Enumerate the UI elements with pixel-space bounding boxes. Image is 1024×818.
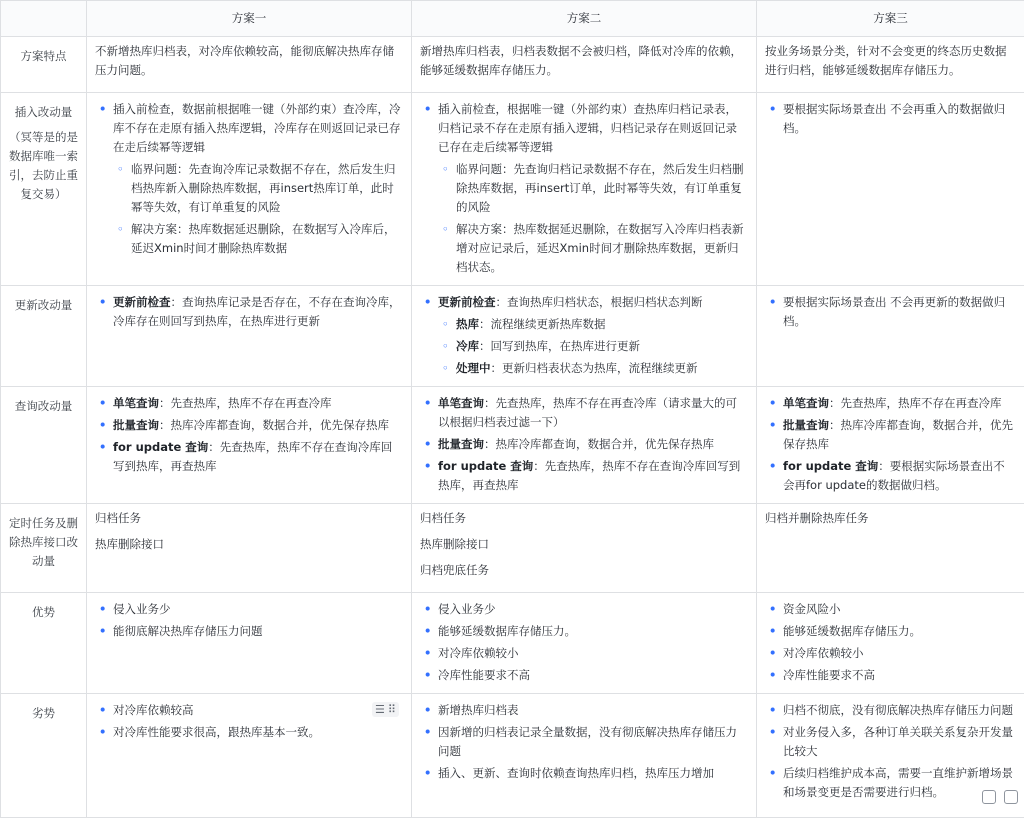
list-item: ◦ 临界问题：先查询冷库记录数据不存在，然后发生归档热库新入删除热库数据，再insert热库订单，此时幂等失效，有订单重复的风险 <box>131 160 403 217</box>
cell-s2 <box>412 694 757 818</box>
cell-s3 <box>757 286 1024 387</box>
list-item: • for update 查询：要根据实际场景查出不会再for update的数据做归档。 <box>783 457 1016 495</box>
expand-icon[interactable] <box>1004 790 1018 804</box>
bullet-list <box>95 394 403 476</box>
sub-list <box>113 160 403 258</box>
list-item: • 更新前检查：查询热库记录是否存在，不存在查询冷库，冷库存在则回写到热库，在热库进行更新 <box>113 293 403 331</box>
header-scheme-1: 方案一 <box>87 1 412 37</box>
row-label: 劣势 <box>1 694 87 818</box>
list-item: • 冷库性能要求不高 <box>438 666 748 685</box>
row-label <box>1 93 87 286</box>
list-item: • 侵入业务少 <box>113 600 403 619</box>
bullet-list <box>95 293 403 331</box>
row-label-note: （冥等是的是数据库唯一索引，去防止重复交易） <box>5 128 82 204</box>
bullet-list <box>420 600 748 685</box>
cell-s3 <box>757 593 1024 694</box>
cell-s3 <box>757 93 1024 286</box>
list-item: ◦ 临界问题：先查询归档记录数据不存在，然后发生归档删除热库数据，再insert订单，此时幂等失效，有订单重复的风险 <box>456 160 748 217</box>
row-features <box>1 37 1024 93</box>
list-item: • 侵入业务少 <box>438 600 748 619</box>
list-item: ◦ 冷库：回写到热库，在热库进行更新 <box>456 337 748 356</box>
header-row <box>1 1 1024 37</box>
header-scheme-2: 方案二 <box>412 1 757 37</box>
task-line: 热库删除接口 <box>420 535 748 554</box>
cell-s1 <box>87 387 412 504</box>
list-item: • 批量查询：热库冷库都查询，数据合并，优先保存热库 <box>113 416 403 435</box>
bullet-list <box>765 100 1016 138</box>
sub-list <box>438 315 748 378</box>
row-update <box>1 286 1024 387</box>
bullet-list <box>95 600 403 641</box>
cell-s1: 不新增热库归档表，对冷库依赖较高，能彻底解决热库存储压力问题。 <box>87 37 412 93</box>
list-item: • 资金风险小 <box>783 600 1016 619</box>
bullet-list <box>765 600 1016 685</box>
list-item: • 对冷库依赖较高 <box>113 701 403 720</box>
sub-list <box>438 160 748 277</box>
list-item: • 归档不彻底，没有彻底解决热库存储压力问题 <box>783 701 1016 720</box>
bullet-list <box>765 701 1016 802</box>
list-item: • 要根据实际场景查出 不会再更新的数据做归档。 <box>783 293 1016 331</box>
block-toolbar[interactable] <box>372 702 399 717</box>
cell-s3: 按业务场景分类，针对不会变更的终态历史数据进行归档，能够延缓数据库存储压力。 <box>757 37 1024 93</box>
cell-s2 <box>412 387 757 504</box>
bullet-list <box>420 100 748 277</box>
list-icon[interactable]: ☰ <box>375 703 385 716</box>
cell-s1 <box>87 504 412 593</box>
list-item: • 能够延缓数据库存储压力。 <box>783 622 1016 641</box>
bullet-list <box>765 394 1016 495</box>
list-item: • for update 查询：先查热库，热库不存在查询冷库回写到热库，再查热库 <box>438 457 748 495</box>
task-line: 热库删除接口 <box>95 535 403 554</box>
list-item: • 能彻底解决热库存储压力问题 <box>113 622 403 641</box>
header-scheme-3: 方案三 <box>757 1 1024 37</box>
list-item: • 对冷库依赖较小 <box>783 644 1016 663</box>
cell-s1 <box>87 593 412 694</box>
header-empty <box>1 1 87 37</box>
list-item: ◦ 解决方案：热库数据延迟删除，在数据写入冷库归档表新增对应记录后，延迟Xmin时间才删除热库数据，更新归档状态。 <box>456 220 748 277</box>
bullet-list <box>420 701 748 783</box>
task-line: 归档兜底任务 <box>420 561 748 580</box>
row-query <box>1 387 1024 504</box>
drag-handle-icon[interactable]: ⠿ <box>388 703 396 716</box>
cell-s2: 新增热库归档表，归档表数据不会被归档，降低对冷库的依赖，能够延缓数据库存储压力。 <box>412 37 757 93</box>
task-line: 归档任务 <box>95 509 403 528</box>
cell-s2 <box>412 286 757 387</box>
row-label: 定时任务及删除热库接口改动量 <box>1 504 87 593</box>
copy-icon[interactable] <box>982 790 996 804</box>
list-item: • 批量查询：热库冷库都查询，数据合并，优先保存热库 <box>783 416 1016 454</box>
bullet-list <box>420 394 748 495</box>
task-line: 归档并删除热库任务 <box>765 509 1016 528</box>
cell-s2 <box>412 593 757 694</box>
list-item: • 对冷库性能要求很高，跟热库基本一致。 <box>113 723 403 742</box>
bullet-list <box>95 100 403 258</box>
list-item: • 能够延缓数据库存储压力。 <box>438 622 748 641</box>
list-item: • 插入、更新、查询时依赖查询热库归档，热库压力增加 <box>438 764 748 783</box>
list-item: • 要根据实际场景查出 不会再重入的数据做归档。 <box>783 100 1016 138</box>
task-line: 归档任务 <box>420 509 748 528</box>
list-item: • 因新增的归档表记录全量数据，没有彻底解决热库存储压力问题 <box>438 723 748 761</box>
list-item: • 单笔查询：先查热库，热库不存在再查冷库 <box>113 394 403 413</box>
cell-s1 <box>87 694 412 818</box>
cell-s1 <box>87 286 412 387</box>
list-item: • 插入前检查，数据前根据唯一键（外部约束）查冷库，冷库不存在走原有插入热库逻辑，冷库存在则返回记录已存在走后续幂等逻辑 ◦ 临界问题：先查询冷库记录数据不存在，然后发生归档热库新入删除热库数据，再insert热库订单，此时幂等失效，有订单重复的风险 ◦ 解决方案：热库数据延迟删除，在数据写入冷库后，延迟Xmin时间才删除热库数据 <box>113 100 403 258</box>
list-item: • 批量查询：热库冷库都查询，数据合并，优先保存热库 <box>438 435 748 454</box>
row-label: 优势 <box>1 593 87 694</box>
row-cons <box>1 694 1024 818</box>
row-label: 查询改动量 <box>1 387 87 504</box>
list-item: • 对冷库依赖较小 <box>438 644 748 663</box>
list-item: • 对业务侵入多，各种订单关联关系复杂开发量比较大 <box>783 723 1016 761</box>
list-item: ◦ 解决方案：热库数据延迟删除，在数据写入冷库后，延迟Xmin时间才删除热库数据 <box>131 220 403 258</box>
list-item: • 新增热库归档表 <box>438 701 748 720</box>
cell-s2 <box>412 93 757 286</box>
row-pros <box>1 593 1024 694</box>
row-tasks <box>1 504 1024 593</box>
list-item: ◦ 热库：流程继续更新热库数据 <box>456 315 748 334</box>
list-item: • 更新前检查：查询热库归档状态，根据归档状态判断 ◦ 热库：流程继续更新热库数据 ◦ 冷库：回写到热库，在热库进行更新 ◦ 处理中：更新归档表状态为热库，流程继续更新 <box>438 293 748 378</box>
list-item: • 后续归档维护成本高，需要一直维护新增场景和场景变更是否需要进行归档。 <box>783 764 1016 802</box>
list-item: • 插入前检查，根据唯一键（外部约束）查热库归档记录表，归档记录不存在走原有插入逻辑，归档记录存在则返回记录已存在走后续幂等逻辑 ◦ 临界问题：先查询归档记录数据不存在，然后发生归档删除热库数据，再insert订单，此时幂等失效，有订单重复的风险 ◦ 解决方案：热库数据延迟删除，在数据写入冷库归档表新增对应记录后，延迟Xmin时间才删除热库数据，更新归档状态。 <box>438 100 748 277</box>
row-label: 更新改动量 <box>1 286 87 387</box>
list-item: • 单笔查询：先查热库，热库不存在再查冷库（请求量大的可以根据归档表过滤一下） <box>438 394 748 432</box>
list-item: • for update 查询：先查热库，热库不存在查询冷库回写到热库，再查热库 <box>113 438 403 476</box>
cell-s2 <box>412 504 757 593</box>
cell-s1 <box>87 93 412 286</box>
row-insert <box>1 93 1024 286</box>
row-label-text: 插入改动量 <box>15 105 73 119</box>
bullet-list <box>95 701 403 742</box>
cell-s3 <box>757 387 1024 504</box>
list-item: ◦ 处理中：更新归档表状态为热库，流程继续更新 <box>456 359 748 378</box>
row-label: 方案特点 <box>1 37 87 93</box>
list-item: • 单笔查询：先查热库，热库不存在再查冷库 <box>783 394 1016 413</box>
cell-s3 <box>757 504 1024 593</box>
bullet-list <box>765 293 1016 331</box>
list-item: • 冷库性能要求不高 <box>783 666 1016 685</box>
corner-controls <box>982 790 1018 804</box>
bullet-list <box>420 293 748 378</box>
